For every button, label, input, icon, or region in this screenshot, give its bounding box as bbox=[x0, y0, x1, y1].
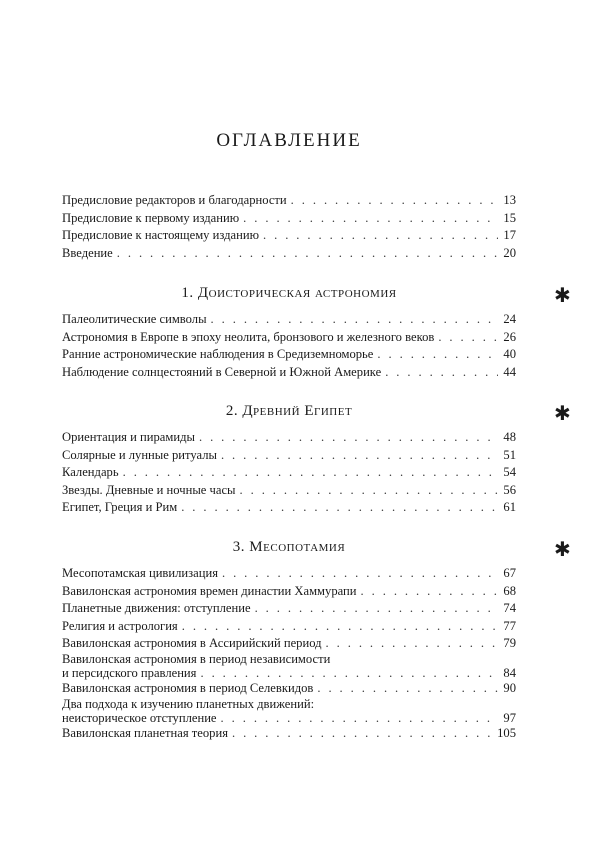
asterisk-ornament-icon: ✱ bbox=[554, 283, 571, 307]
chapter-title: 2. Древний Египет bbox=[225, 403, 353, 419]
entry-page: 68 bbox=[503, 583, 516, 598]
entry-title: Египет, Греция и Рим bbox=[62, 500, 178, 514]
entry-title: и персидского правления bbox=[62, 665, 197, 680]
entry-page: 77 bbox=[503, 618, 516, 633]
entry-title: Солярные и лунные ритуалы bbox=[62, 447, 217, 462]
leader-dots bbox=[326, 635, 498, 653]
entry-page: 84 bbox=[503, 665, 516, 680]
toc-entry[interactable] bbox=[62, 653, 516, 681]
entry-title: Звезды. Дневные и ночные часы bbox=[62, 482, 236, 497]
entry-page: 61 bbox=[503, 500, 516, 514]
toc-entry[interactable] bbox=[62, 192, 516, 210]
toc-entry[interactable] bbox=[62, 329, 516, 347]
entry-title: Предисловие к первому изданию bbox=[62, 210, 240, 225]
toc-entry[interactable] bbox=[62, 429, 516, 447]
toc-entry[interactable] bbox=[62, 227, 516, 245]
leader-dots bbox=[222, 565, 498, 583]
toc-entry[interactable] bbox=[62, 565, 516, 583]
entry-page: 97 bbox=[503, 710, 516, 725]
chapter-3-entries bbox=[62, 565, 516, 743]
leader-dots bbox=[317, 680, 498, 698]
leader-dots bbox=[377, 346, 498, 364]
leader-dots bbox=[361, 583, 498, 601]
entry-page: 26 bbox=[503, 329, 516, 344]
entry-page: 56 bbox=[503, 482, 516, 497]
entry-page: 48 bbox=[503, 430, 516, 444]
entry-title-line1: Два подхода к изучению планетных движений: bbox=[62, 696, 315, 711]
entry-page: 17 bbox=[503, 228, 516, 242]
entry-title: Планетные движения: отступление bbox=[62, 601, 251, 615]
chapter-heading[interactable] bbox=[62, 403, 516, 420]
entry-title: Вавилонская астрономия в период Селевкидов bbox=[62, 681, 314, 695]
leader-dots bbox=[438, 329, 498, 347]
toc-entry[interactable] bbox=[62, 583, 516, 601]
entry-page: 13 bbox=[503, 193, 516, 207]
entry-title: Введение bbox=[62, 245, 113, 260]
entry-title: Предисловие к настоящему изданию bbox=[62, 228, 260, 242]
leader-dots bbox=[182, 618, 498, 636]
leader-dots bbox=[255, 600, 498, 618]
entry-title: Предисловие редакторов и благодарности bbox=[62, 193, 287, 207]
toc-entry[interactable] bbox=[62, 725, 516, 743]
leader-dots bbox=[263, 227, 498, 245]
entry-title: Календарь bbox=[62, 465, 119, 479]
toc-entry[interactable] bbox=[62, 447, 516, 465]
leader-dots bbox=[232, 725, 493, 743]
toc-entry[interactable] bbox=[62, 210, 516, 228]
leader-dots bbox=[200, 666, 498, 681]
toc-entry[interactable] bbox=[62, 346, 516, 364]
toc-entry[interactable] bbox=[62, 680, 516, 698]
leader-dots bbox=[291, 192, 498, 210]
toc-entry[interactable] bbox=[62, 464, 516, 482]
leader-dots bbox=[243, 210, 498, 228]
entry-page: 79 bbox=[503, 636, 516, 650]
toc-entry[interactable] bbox=[62, 600, 516, 618]
entry-page: 15 bbox=[503, 210, 516, 225]
entry-title: Наблюдение солнцестояний в Северной и Южной Америке bbox=[62, 364, 382, 379]
chapter-title: 3. Месопотамия bbox=[232, 539, 346, 555]
toc-entry[interactable] bbox=[62, 245, 516, 263]
leader-dots bbox=[211, 311, 498, 329]
leader-dots bbox=[123, 464, 498, 482]
entry-page: 40 bbox=[503, 347, 516, 361]
leader-dots bbox=[221, 447, 498, 465]
entry-title-line1: Вавилонская астрономия в период независимости bbox=[62, 651, 331, 666]
toc-entry[interactable] bbox=[62, 698, 516, 726]
chapter-2-entries bbox=[62, 429, 516, 517]
leader-dots bbox=[385, 364, 498, 382]
entry-page: 44 bbox=[503, 364, 516, 379]
entry-title: Ранние астрономические наблюдения в Средиземноморье bbox=[62, 347, 374, 361]
toc-entry[interactable] bbox=[62, 311, 516, 329]
entry-title: Палеолитические символы bbox=[62, 312, 207, 326]
entry-title: Вавилонская астрономия в Ассирийский период bbox=[62, 636, 322, 650]
toc-entry[interactable] bbox=[62, 364, 516, 382]
asterisk-ornament-icon: ✱ bbox=[554, 401, 571, 425]
entry-title: Религия и астрология bbox=[62, 618, 178, 633]
entry-title: неисторическое отступление bbox=[62, 710, 217, 725]
chapter-title: 1. Доисторическая астрономия bbox=[181, 285, 397, 301]
toc-entry[interactable] bbox=[62, 499, 516, 517]
leader-dots bbox=[181, 499, 498, 517]
toc-entry[interactable] bbox=[62, 635, 516, 653]
entry-page: 105 bbox=[497, 726, 516, 740]
entry-page: 74 bbox=[503, 601, 516, 615]
entry-page: 20 bbox=[503, 245, 516, 260]
entry-page: 24 bbox=[503, 312, 516, 326]
chapter-heading[interactable] bbox=[62, 539, 516, 556]
asterisk-ornament-icon: ✱ bbox=[554, 537, 571, 561]
entry-title: Ориентация и пирамиды bbox=[62, 430, 195, 444]
toc-title: ОГЛАВЛЕНИЕ bbox=[216, 130, 362, 151]
intro-section bbox=[62, 192, 516, 262]
entry-page: 54 bbox=[503, 465, 516, 479]
leader-dots bbox=[221, 711, 498, 726]
chapter-1-entries bbox=[62, 311, 516, 381]
toc-entry[interactable] bbox=[62, 482, 516, 500]
toc-entry[interactable] bbox=[62, 618, 516, 636]
entry-page: 51 bbox=[503, 447, 516, 462]
leader-dots bbox=[117, 245, 498, 263]
chapter-heading[interactable] bbox=[62, 285, 516, 302]
entry-title: Астрономия в Европе в эпоху неолита, бронзового и железного веков bbox=[62, 329, 435, 344]
entry-title: Вавилонская планетная теория bbox=[62, 726, 228, 740]
entry-page: 67 bbox=[503, 566, 516, 580]
entry-title: Месопотамская цивилизация bbox=[62, 566, 218, 580]
entry-page: 90 bbox=[503, 681, 516, 695]
leader-dots bbox=[240, 482, 499, 500]
leader-dots bbox=[199, 429, 498, 447]
entry-title: Вавилонская астрономия времен династии Хаммурапи bbox=[62, 583, 357, 598]
